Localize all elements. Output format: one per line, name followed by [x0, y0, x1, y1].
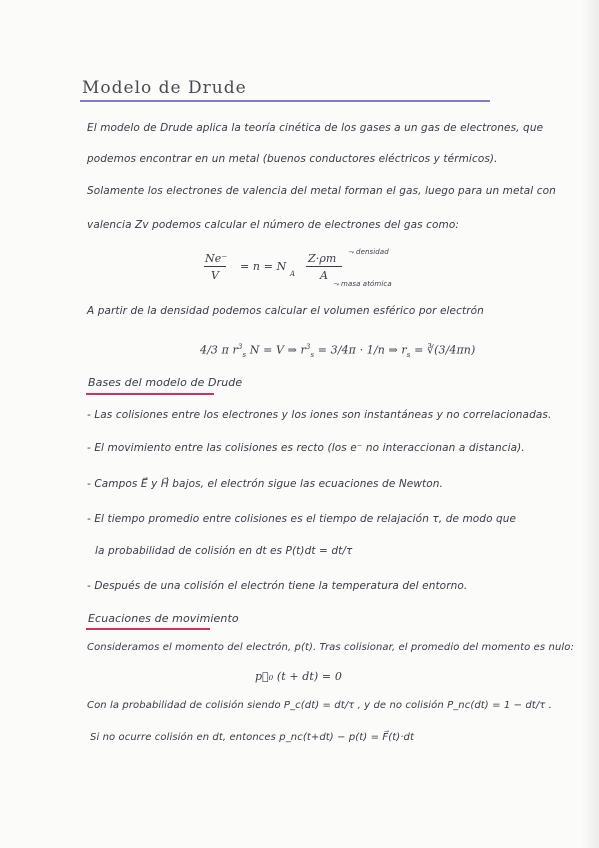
bullet-straight-motion: - El movimiento entre las colisiones es recto (los e⁻ no interaccionan a distancia). — [87, 442, 525, 454]
title-underline — [80, 100, 490, 102]
bullet-temperature: - Después de una colisión el electrón tiene la temperatura del entorno. — [87, 580, 468, 592]
intro-line-3: Solamente los electrones de valencia del metal forman el gas, luego para un metal con — [87, 185, 556, 197]
equation-wigner-seitz-radius — [200, 343, 475, 359]
eq1-note-mass: masa atómica — [341, 280, 392, 288]
bullet-relaxation-time: - El tiempo promedio entre colisiones es el tiempo de relajación τ, de modo que — [87, 513, 517, 525]
eq2-part2-sup: 3 — [305, 343, 311, 351]
eq1-arrow-density: ⤳ densidad — [348, 248, 389, 256]
intro-line-2: podemos encontrar en un metal (buenos conductores eléctricos y térmicos). — [87, 153, 498, 165]
eq1-rhs-num: Z·ρm — [308, 252, 337, 265]
eq2-part1-sub: s — [242, 350, 247, 359]
section-heading-bases: Bases del modelo de Drude — [88, 376, 243, 389]
collision-probability-line: Con la probabilidad de colisión siendo P_c(dt) = dt/τ , y de no colisión P_nc(dt) = 1 − dt/τ . — [87, 700, 552, 711]
bullet-collisions: - Las colisiones entre los electrones y los iones son instantáneas y no correlacionadas. — [87, 409, 552, 421]
eq2-part3-tail: = ∛(3/4πn) — [410, 343, 476, 357]
eq1-rhs-den: A — [320, 269, 329, 282]
eq1-note-density: densidad — [356, 248, 389, 256]
momentum-intro-line: Consideramos el momento del electrón, p(t). Tras colisionar, el promedio del momento es nulo: — [87, 642, 574, 653]
eq1-lhs-den: V — [211, 269, 220, 282]
eq1-rhs-fraction-bar — [306, 266, 342, 267]
eq2-part1: 4/3 π r — [200, 343, 238, 357]
no-collision-line: Si no ocurre colisión en dt, entonces p_nc(t+dt) − p(t) = F⃗(t)·dt — [90, 732, 414, 743]
rs-intro-line: A partir de la densidad podemos calcular el volumen esférico por electrón — [87, 305, 484, 317]
eq1-arrow-mass: ⤳ masa atómica — [333, 280, 392, 288]
eq1-mid-sub: A — [290, 270, 296, 278]
section-heading-equations: Ecuaciones de movimiento — [88, 612, 239, 625]
eq1-lhs-num: Ne⁻ — [205, 252, 228, 265]
intro-line-1: El modelo de Drude aplica la teoría cinética de los gases a un gas de electrones, que — [87, 122, 544, 134]
bullet-relaxation-probability: la probabilidad de colisión en dt es P(t)dt = dt/τ — [95, 545, 353, 557]
eq2-part2-sub: s — [310, 350, 315, 359]
page-title: Modelo de Drude — [82, 78, 247, 98]
bullet-fields: - Campos E⃗ y H⃗ bajos, el electrón sigue las ecuaciones de Newton. — [87, 478, 443, 490]
page-edge-shadow — [581, 0, 599, 848]
intro-line-4: valencia Zv podemos calcular el número de electrones del gas como: — [87, 219, 460, 231]
section-heading-bases-underline — [86, 393, 214, 395]
section-heading-equations-underline — [86, 628, 210, 630]
eq2-part1-tail: N = V ⇒ r — [246, 343, 306, 357]
eq2-part1-sup: 3 — [237, 343, 243, 351]
momentum-zero-equation: p⃗₀ (t + dt) = 0 — [255, 670, 342, 683]
eq2-part3-sub: s — [406, 350, 411, 359]
eq2-part2-tail: = 3/4π · 1/n ⇒ r — [314, 343, 407, 357]
eq1-lhs-fraction-bar — [204, 266, 226, 267]
eq1-mid: = n = N — [240, 260, 287, 273]
